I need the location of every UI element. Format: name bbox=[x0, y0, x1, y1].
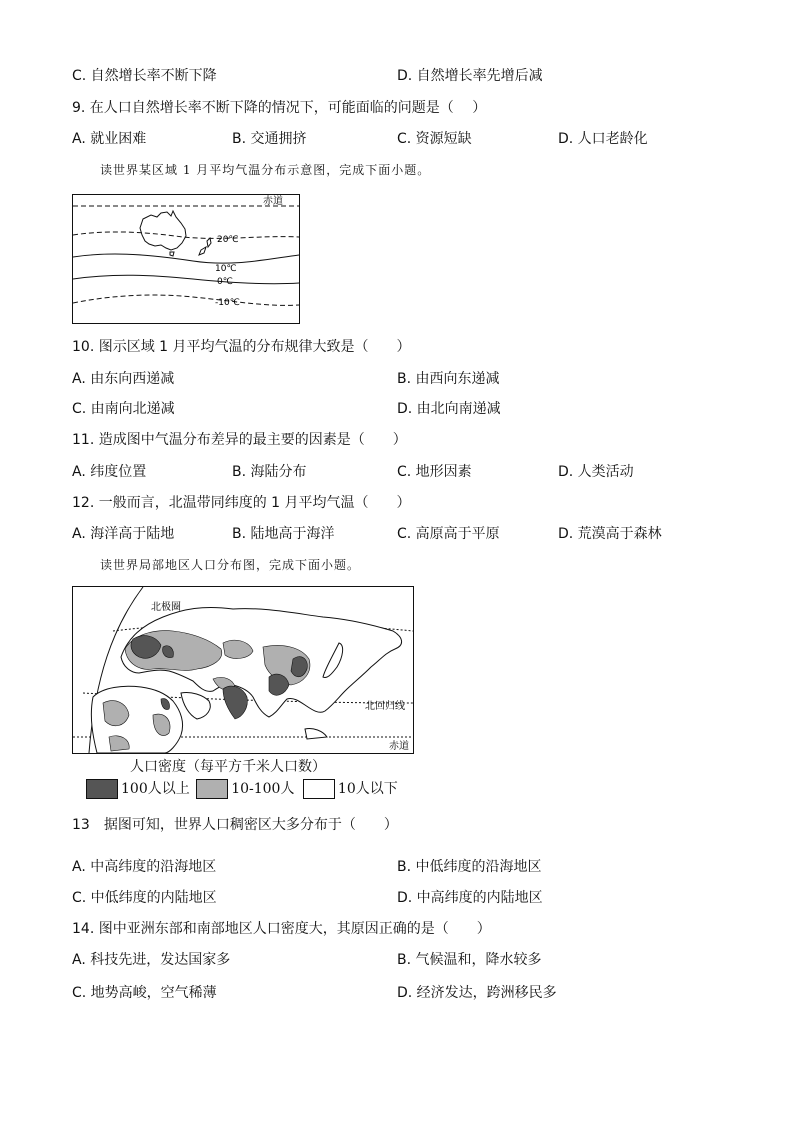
tasmania-outline bbox=[170, 252, 174, 256]
isotherm-20-label: 20℃ bbox=[217, 235, 239, 245]
q11-option-a: A. 纬度位置 bbox=[72, 464, 147, 480]
q14-option-b: B. 气候温和，降水较多 bbox=[397, 952, 542, 968]
arctic-circle-label: 北极圈 bbox=[151, 602, 181, 613]
equator-label-2: 赤道 bbox=[389, 741, 409, 752]
q14-option-c: C. 地势高峻，空气稀薄 bbox=[72, 985, 217, 1001]
legend-title: 人口密度（每平方千米人口数） bbox=[130, 759, 326, 775]
q12-option-b: B. 陆地高于海洋 bbox=[232, 526, 335, 542]
tropic-label: 北回归线 bbox=[365, 701, 405, 712]
equator-label: 赤道 bbox=[263, 196, 283, 207]
legend-dense-swatch bbox=[86, 779, 118, 799]
q9-option-a: A. 就业困难 bbox=[72, 131, 147, 147]
isotherm-10-label: 10℃ bbox=[215, 264, 237, 274]
q10-option-c: C. 由南向北递减 bbox=[72, 401, 175, 417]
q12-option-a: A. 海洋高于陆地 bbox=[72, 526, 175, 542]
q13-stem: 13 据图可知，世界人口稠密区大多分布于（ ） bbox=[72, 817, 398, 833]
legend-medium-label: 10-100人 bbox=[231, 781, 295, 797]
island-outline bbox=[305, 728, 327, 739]
temperature-map-drawing bbox=[73, 195, 299, 323]
isotherm-minus10-line bbox=[73, 295, 299, 305]
q9-option-d: D. 人口老龄化 bbox=[558, 131, 648, 147]
q10-option-d: D. 由北向南递减 bbox=[397, 401, 501, 417]
q13-option-b: B. 中低纬度的沿海地区 bbox=[397, 859, 542, 875]
q12-stem: 12. 一般而言，北温带同纬度的 1 月平均气温（ ） bbox=[72, 495, 411, 511]
q11-option-b: B. 海陆分布 bbox=[232, 464, 307, 480]
temperature-map bbox=[72, 194, 300, 324]
intro-temperature-map: 读世界某区域 1 月平均气温分布示意图，完成下面小题。 bbox=[100, 163, 431, 177]
q14-option-a: A. 科技先进，发达国家多 bbox=[72, 952, 231, 968]
australia-outline bbox=[140, 211, 186, 250]
legend-sparse-label: 10人以下 bbox=[337, 781, 398, 797]
new-zealand-south-outline bbox=[199, 247, 206, 255]
q9-option-b: B. 交通拥挤 bbox=[232, 131, 307, 147]
q12-option-d: D. 荒漠高于森林 bbox=[558, 526, 662, 542]
legend-row bbox=[86, 779, 398, 799]
q12-option-c: C. 高原高于平原 bbox=[397, 526, 500, 542]
q14-stem: 14. 图中亚洲东部和南部地区人口密度大，其原因正确的是（ ） bbox=[72, 921, 491, 937]
q11-stem: 11. 造成图中气温分布差异的最主要的因素是（ ） bbox=[72, 432, 407, 448]
legend-sparse-swatch bbox=[303, 779, 335, 799]
isotherm-0-label: 0℃ bbox=[217, 277, 233, 287]
q9-option-c: C. 资源短缺 bbox=[397, 131, 472, 147]
isotherm-10-line bbox=[73, 254, 299, 263]
q13-option-a: A. 中高纬度的沿海地区 bbox=[72, 859, 217, 875]
q8-option-d: D. 自然增长率先增后减 bbox=[397, 68, 543, 84]
legend-medium-swatch bbox=[196, 779, 228, 799]
legend-dense-label: 100人以上 bbox=[121, 781, 190, 797]
population-map-drawing bbox=[73, 587, 413, 753]
q10-option-a: A. 由东向西递减 bbox=[72, 371, 175, 387]
q13-option-d: D. 中高纬度的内陆地区 bbox=[397, 890, 543, 906]
isotherm-minus10-label: -10℃ bbox=[215, 298, 240, 308]
q13-option-c: C. 中低纬度的内陆地区 bbox=[72, 890, 217, 906]
q8-option-c: C. 自然增长率不断下降 bbox=[72, 68, 217, 84]
q14-option-d: D. 经济发达，跨洲移民多 bbox=[397, 985, 557, 1001]
q9-stem: 9. 在人口自然增长率不断下降的情况下，可能面临的问题是（ ） bbox=[72, 100, 487, 116]
population-map bbox=[72, 586, 414, 754]
q10-stem: 10. 图示区域 1 月平均气温的分布规律大致是（ ） bbox=[72, 339, 411, 355]
q11-option-c: C. 地形因素 bbox=[397, 464, 472, 480]
intro-population-map: 读世界局部地区人口分布图，完成下面小题。 bbox=[100, 558, 361, 572]
q11-option-d: D. 人类活动 bbox=[558, 464, 634, 480]
q10-option-b: B. 由西向东递减 bbox=[397, 371, 500, 387]
new-zealand-north-outline bbox=[207, 238, 211, 247]
isotherm-0-line bbox=[73, 275, 299, 284]
arabia-outline bbox=[181, 692, 210, 719]
